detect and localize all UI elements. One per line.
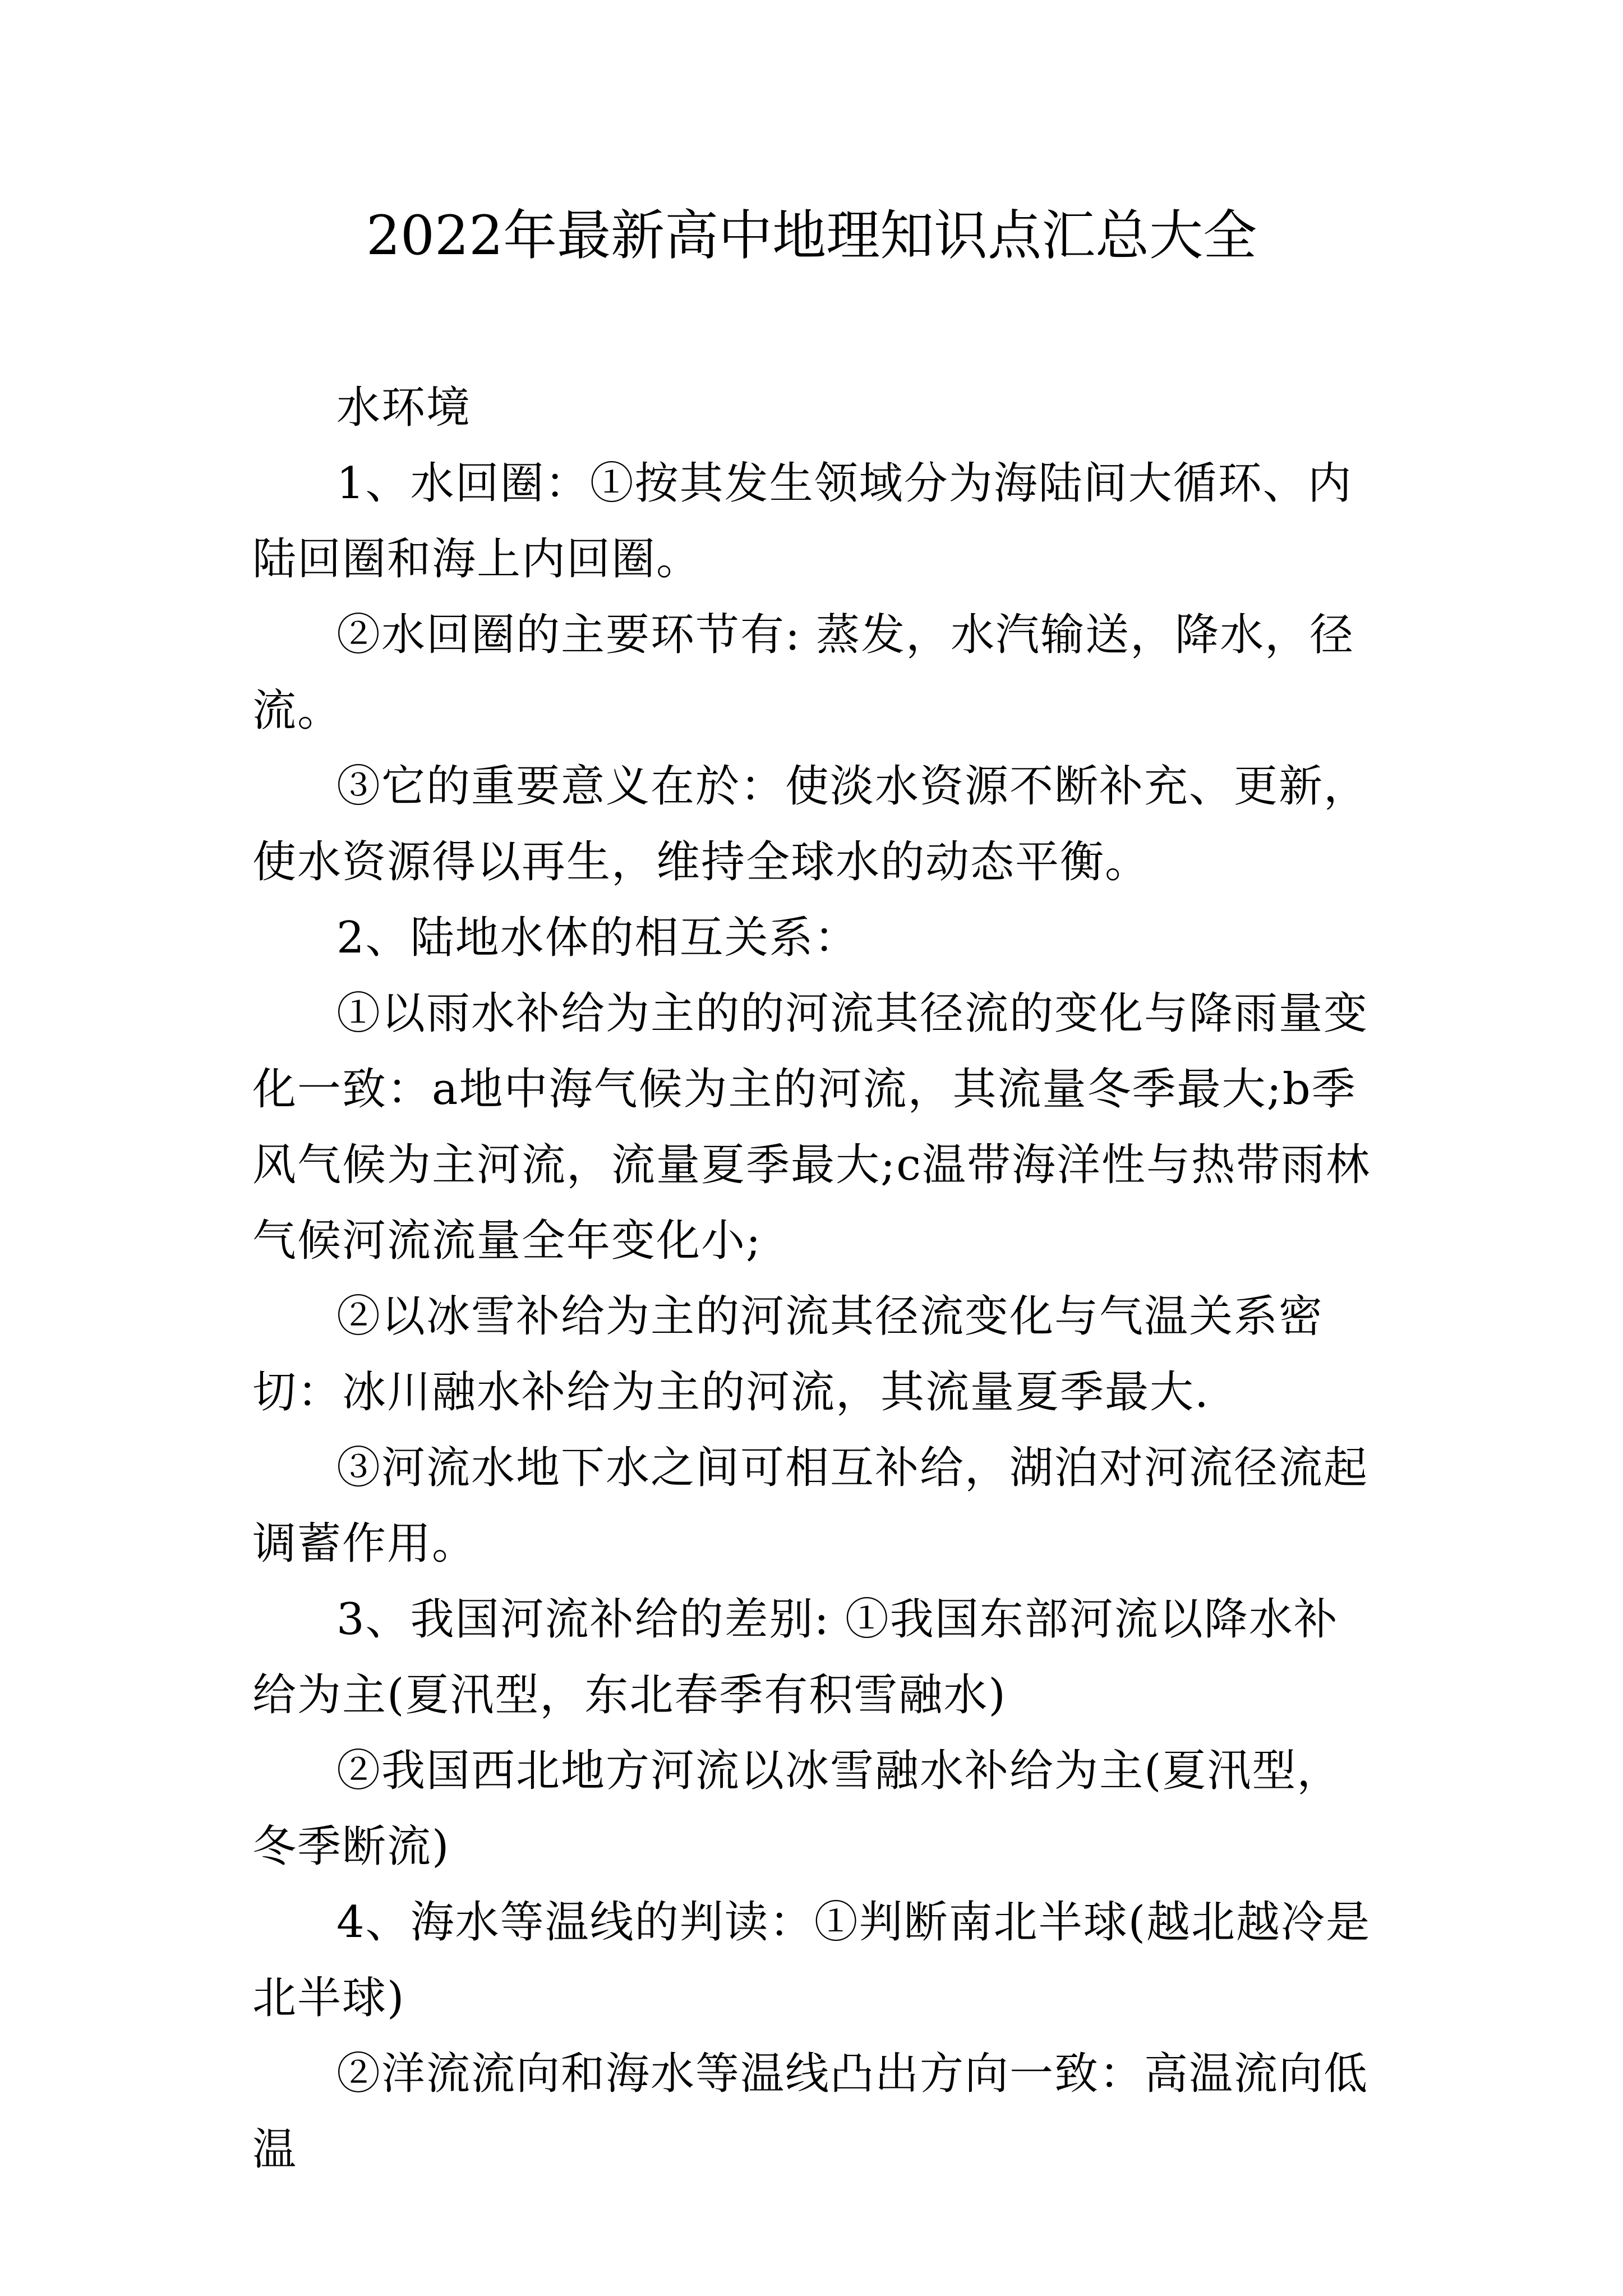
paragraph-ocean-current-direction: ②洋流流向和海水等温线凸出方向一致：高温流向低温 xyxy=(252,2049,1369,2175)
paragraph-water-cycle: 1、水回圈：①按其发生领域分为海陆间大循环、内陆回圈和海上内回圈。 xyxy=(252,458,1353,585)
paragraph-china-river-supply: 3、我国河流补给的差别: ①我国东部河流以降水补给为主(夏汛型，东北春季有积雪融水) xyxy=(252,1594,1339,1720)
paragraph-land-water-relations: 2、陆地水体的相互关系： xyxy=(336,913,859,963)
document-title: 2022年最新高中地理知识点汇总大全 xyxy=(366,204,1257,267)
paragraph-groundwater-lakes: ③河流水地下水之间可相互补给，湖泊对河流径流起调蓄作用。 xyxy=(252,1443,1369,1569)
paragraph-water-cycle-links: ②水回圈的主要环节有: 蒸发，水汽输送，降水，径流。 xyxy=(252,610,1355,736)
paragraph-isotherm-reading: 4、海水等温线的判读：①判断南北半球(越北越冷是北半球) xyxy=(252,1897,1371,2023)
document-body xyxy=(252,370,1377,2188)
paragraph-snow-fed-rivers: ②以冰雪补给为主的河流其径流变化与气温关系密切：冰川融水补给为主的河流，其流量夏季最大. xyxy=(252,1291,1324,1418)
section-heading-water-environment: 水环境 xyxy=(336,383,472,433)
paragraph-rain-fed-rivers: ①以雨水补给为主的的河流其径流的变化与降雨量变化一致：a地中海气候为主的河流，其流量冬季最大;b季风气候为主河流，流量夏季最大;c温带海洋性与热带雨林气候河流流量全年变化小; xyxy=(252,988,1371,1266)
paragraph-northwest-rivers: ②我国西北地方河流以冰雪融水补给为主(夏汛型，冬季断流) xyxy=(252,1746,1342,1872)
paragraph-water-cycle-significance: ③它的重要意义在於：使淡水资源不断补充、更新，使水资源得以再生，维持全球水的动态平衡。 xyxy=(252,761,1369,887)
